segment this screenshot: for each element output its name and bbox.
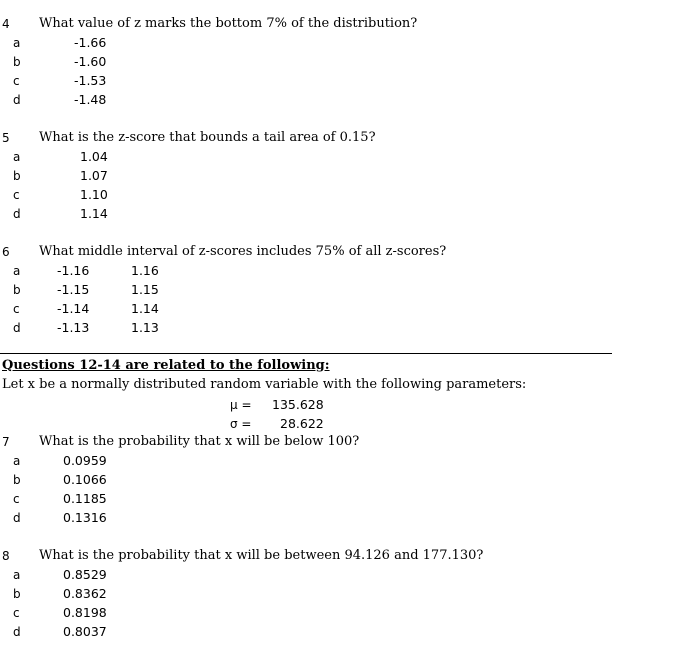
q6-option-a-low: -1.16 bbox=[57, 263, 90, 278]
q5-option-d-value: 1.14 bbox=[80, 206, 108, 221]
q7-option-d-value: 0.1316 bbox=[63, 510, 107, 525]
q6-option-b-high: 1.15 bbox=[131, 282, 159, 297]
q7-option-a-value: 0.0959 bbox=[63, 453, 107, 468]
q4-option-b-value: -1.60 bbox=[74, 54, 107, 69]
q8-option-c-value: 0.8198 bbox=[63, 605, 107, 620]
q8-option-b-value: 0.8362 bbox=[63, 586, 107, 601]
q6-option-b-low: -1.15 bbox=[57, 282, 90, 297]
q7-option-a-letter: a bbox=[13, 454, 21, 468]
q8-option-d-value: 0.8037 bbox=[63, 624, 107, 639]
q6-option-d-letter: d bbox=[13, 321, 21, 335]
q6-option-d-low: -1.13 bbox=[57, 320, 90, 335]
question-7-text: What is the probability that x will be below 100? bbox=[39, 434, 360, 449]
question-5-number: 5 bbox=[2, 131, 10, 145]
question-4-text: What value of z marks the bottom 7% of the distribution? bbox=[39, 16, 418, 31]
q7-option-c-letter: c bbox=[13, 492, 20, 506]
q8-option-d-letter: d bbox=[13, 625, 21, 639]
q6-option-c-low: -1.14 bbox=[57, 301, 90, 316]
q4-option-d-value: -1.48 bbox=[74, 92, 107, 107]
q7-option-c-value: 0.1185 bbox=[63, 491, 107, 506]
q6-option-a-letter: a bbox=[13, 264, 21, 278]
q8-option-c-letter: c bbox=[13, 606, 20, 620]
q4-option-a-value: -1.66 bbox=[74, 35, 107, 50]
q7-option-d-letter: d bbox=[13, 511, 21, 525]
q8-option-a-value: 0.8529 bbox=[63, 567, 107, 582]
q5-option-a-letter: a bbox=[13, 150, 21, 164]
q4-option-c-value: -1.53 bbox=[74, 73, 107, 88]
q6-option-d-high: 1.13 bbox=[131, 320, 159, 335]
q5-option-a-value: 1.04 bbox=[80, 149, 108, 164]
question-6-number: 6 bbox=[2, 245, 10, 259]
q7-option-b-value: 0.1066 bbox=[63, 472, 107, 487]
q6-option-a-high: 1.16 bbox=[131, 263, 159, 278]
q4-option-b-letter: b bbox=[13, 55, 21, 69]
sigma-label: σ = bbox=[230, 417, 252, 431]
question-5-text: What is the z-score that bounds a tail area of 0.15? bbox=[39, 130, 376, 145]
q4-option-a-letter: a bbox=[13, 36, 21, 50]
question-6-text: What middle interval of z-scores includes 75% of all z-scores? bbox=[39, 244, 447, 259]
q4-option-d-letter: d bbox=[13, 93, 21, 107]
q6-option-c-high: 1.14 bbox=[131, 301, 159, 316]
section-intro: Let x be a normally distributed random variable with the following parameters: bbox=[2, 377, 527, 392]
q6-option-b-letter: b bbox=[13, 283, 21, 297]
q8-option-b-letter: b bbox=[13, 587, 21, 601]
sigma-value: 28.622 bbox=[280, 416, 324, 431]
q4-option-c-letter: c bbox=[13, 74, 20, 88]
q7-option-b-letter: b bbox=[13, 473, 21, 487]
q6-option-c-letter: c bbox=[13, 302, 20, 316]
question-4-number: 4 bbox=[2, 17, 10, 31]
question-7-number: 7 bbox=[2, 435, 10, 449]
q5-option-b-letter: b bbox=[13, 169, 21, 183]
q5-option-d-letter: d bbox=[13, 207, 21, 221]
q8-option-a-letter: a bbox=[13, 568, 21, 582]
mu-value: 135.628 bbox=[272, 397, 324, 412]
q5-option-b-value: 1.07 bbox=[80, 168, 108, 183]
question-8-text: What is the probability that x will be between 94.126 and 177.130? bbox=[39, 548, 484, 563]
section-divider bbox=[0, 353, 612, 354]
mu-label: μ = bbox=[230, 398, 252, 412]
question-8-number: 8 bbox=[2, 549, 10, 563]
q5-option-c-value: 1.10 bbox=[80, 187, 108, 202]
q5-option-c-letter: c bbox=[13, 188, 20, 202]
section-heading: Questions 12-14 are related to the following: bbox=[2, 358, 330, 373]
